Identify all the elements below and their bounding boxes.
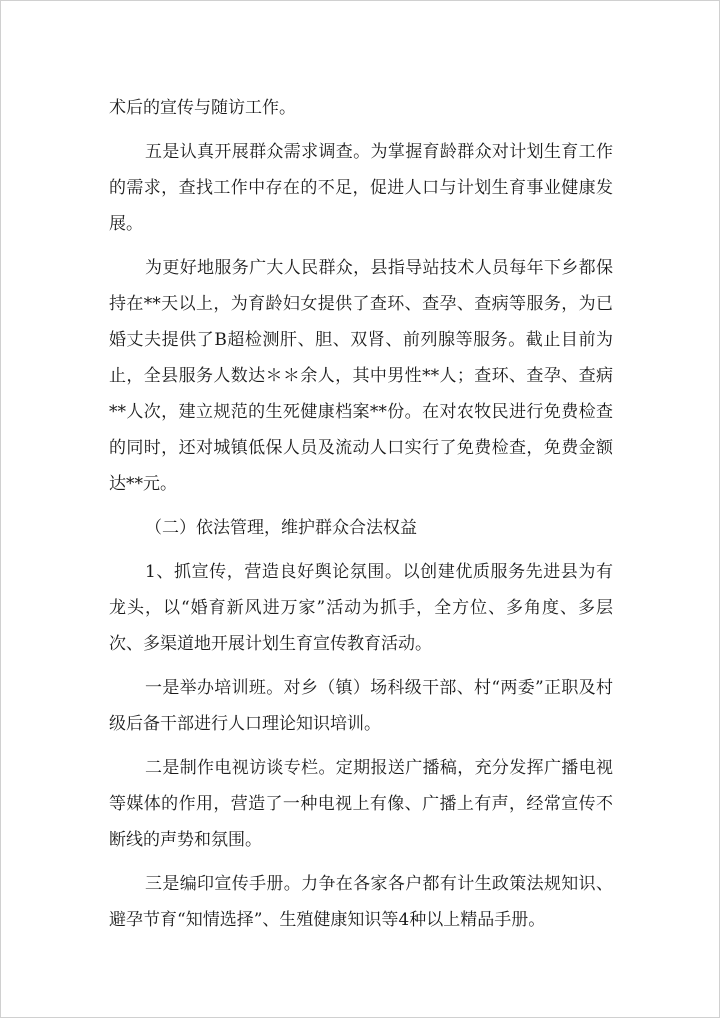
document-body — [109, 90, 613, 946]
paragraph-continuation: 术后的宣传与随访工作。 — [109, 98, 296, 118]
paragraph-publicity: 1、抓宣传，营造良好舆论氛围。以创建优质服务先进县为有龙头，以“婚育新风进万家”活动为抓手，全方位、多角度、多层次、多渠道地开展计划生育宣传教育活动。 — [109, 562, 613, 654]
section-heading: （二）依法管理，维护群众合法权益 — [145, 518, 417, 538]
paragraph-training: 一是举办培训班。对乡（镇）场科级干部、村“两委”正职及村级后备干部进行人口理论知识培训。 — [109, 678, 613, 734]
paragraph-services: 为更好地服务广大人民群众，县指导站技术人员每年下乡都保持在**天以上，为育龄妇女提供了查环、查孕、查病等服务，为已婚丈夫提供了B超检测肝、胆、双肾、前列腺等服务。截止目前为止，全县服务人数达＊＊余人，其中男性**人；查环、查孕、查病**人次，建立规范的生死健康档案**份。在对农牧民进行免费检查的同时，还对城镇低保人员及流动人口实行了免费检查，免费金额达**元。 — [109, 258, 613, 494]
paragraph-handbook: 三是编印宣传手册。力争在各家各户都有计生政策法规知识、避孕节育“知情选择”、生殖健康知识等4种以上精品手册。 — [109, 874, 613, 930]
paragraph-tv-column: 二是制作电视访谈专栏。定期报送广播稿，充分发挥广播电视等媒体的作用，营造了一种电视上有像、广播上有声，经常宣传不断线的声势和氛围。 — [109, 758, 613, 850]
paragraph-demand-survey: 五是认真开展群众需求调查。为掌握育龄群众对计划生育工作的需求，查找工作中存在的不足，促进人口与计划生育事业健康发展。 — [109, 142, 613, 234]
